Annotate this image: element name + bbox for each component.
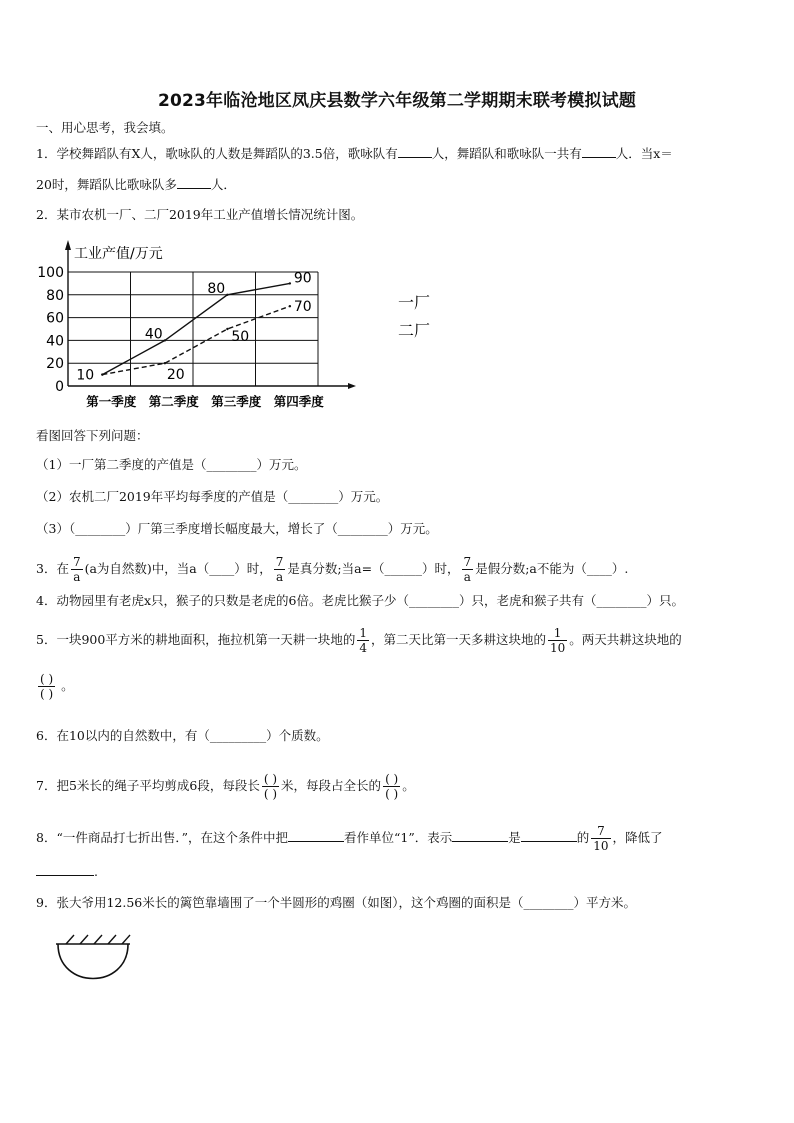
data-label-factory1-q2: 40 (144, 326, 163, 343)
q5-text-a: 5．一块900平方米的耕地面积，拖拉机第一天耕一块地的 (36, 632, 356, 647)
q3-text-b: (a为自然数)中，当a（____）时， (84, 561, 272, 576)
semicircle-fence (58, 944, 128, 979)
y-tick-label: 60 (46, 310, 64, 327)
wall-hatch (66, 935, 74, 944)
q1-text-e: 人． (210, 177, 236, 192)
data-label-factory1-q3: 80 (207, 280, 226, 297)
legend-item: 一厂 (398, 293, 431, 312)
data-point (226, 294, 228, 296)
y-axis-label: 工业产值/万元 (74, 246, 163, 262)
question-8-line-1 (36, 824, 764, 853)
y-axis-arrow (65, 240, 71, 250)
q7-answer-fraction-2[interactable]: $\frac{( )}{( )}$ (385, 772, 399, 801)
q7-text-c: 。 (402, 778, 415, 793)
line-chart (30, 236, 431, 416)
q1-blank-2[interactable] (582, 145, 616, 158)
data-point (164, 362, 166, 364)
wall-hatch (80, 935, 88, 944)
y-tick-label: 100 (37, 265, 64, 281)
question-2: 2．某市农机一厂、二厂2019年工业产值增长情况统计图。 (36, 207, 364, 222)
data-point (101, 373, 103, 375)
x-tick-label: 第二季度 (148, 394, 199, 409)
data-label-factory1-q4: 90 (293, 270, 312, 287)
q5-text-b: ，第二天比第一天多耕这块地的 (370, 632, 546, 647)
q1-text-a: 1．学校舞蹈队有X人，歌咏队的人数是舞蹈队的3.5倍，歌咏队有 (36, 146, 398, 161)
q3-fraction-1: $\frac{7}{a}$ (72, 555, 81, 584)
question-1-line-1 (36, 144, 764, 164)
wall-hatch (108, 935, 116, 944)
question-5-line-2 (36, 672, 764, 701)
section-heading: 一、用心思考，我会填。 (36, 120, 174, 135)
wall-hatch (122, 935, 130, 944)
data-label-factory2-q2: 20 (166, 367, 185, 384)
x-axis-arrow (348, 383, 356, 389)
data-point (164, 339, 166, 341)
q8-blank-1[interactable] (288, 829, 344, 842)
question-9: 9．张大爷用12.56米长的篱笆靠墙围了一个半圆形的鸡圈（如图），这个鸡圈的面积是（________）平方米。 (36, 895, 636, 910)
q1-text-c: 人．当x＝ (615, 146, 673, 161)
data-label-factory2-q3: 50 (231, 329, 250, 345)
question-6: 6．在10以内的自然数中，有（_________）个质数。 (36, 728, 329, 743)
x-tick-label: 第三季度 (211, 394, 262, 409)
q8-fraction: $\frac{7}{10}$ (593, 824, 609, 853)
q1-blank-1[interactable] (398, 145, 432, 158)
q8-text-e: ，降低了 (612, 830, 663, 845)
q8-blank-4[interactable] (36, 863, 94, 876)
q1-text-b: 人，舞蹈队和歌咏队一共有 (431, 146, 582, 161)
y-tick-label: 40 (46, 333, 64, 350)
y-tick-label: 0 (55, 379, 64, 395)
question-7 (36, 772, 764, 801)
question-8-line-2 (36, 862, 764, 882)
q8-text-b: 看作单位“1”．表示 (344, 830, 453, 845)
chart-axes (65, 240, 356, 389)
q3-text-d: 是假分数;a不能为（____）. (475, 561, 629, 576)
wall-hatch (94, 935, 102, 944)
question-1-line-2 (36, 175, 764, 195)
y-tick-label: 80 (46, 287, 64, 304)
q3-text-a: 3．在 (36, 561, 69, 576)
x-tick-label: 第一季度 (86, 394, 137, 409)
question-2-1: （1）一厂第二季度的产值是（________）万元。 (36, 457, 307, 472)
q8-text-a: 8．“一件商品打七折出售．”，在这个条件中把 (36, 830, 288, 845)
q8-text-f: . (94, 864, 98, 879)
chart-labels (37, 245, 430, 409)
question-4: 4．动物园里有老虎x只，猴子的只数是老虎的6倍。老虎比猴子少（________）只，老虎和猴子共有（________）只。 (36, 593, 684, 608)
q5-fraction-2: $\frac{1}{10}$ (549, 626, 566, 655)
question-5-line-1 (36, 626, 764, 655)
question-3 (36, 555, 764, 584)
x-tick-label: 第四季度 (273, 394, 324, 409)
q7-text-a: 7．把5米长的绳子平均剪成6段，每段长 (36, 778, 260, 793)
q8-text-c: 是 (508, 830, 521, 845)
question-2-3: （3）（________）厂第三季度增长幅度最大，增长了（________）万元。 (36, 521, 438, 536)
chart-series (101, 282, 291, 376)
data-point (289, 282, 291, 284)
page-title: 2023年临沧地区凤庆县数学六年级第二学期期末联考模拟试题 (157, 91, 637, 111)
data-point (226, 328, 228, 330)
q5-answer-fraction[interactable]: $\frac{( )}{( )}$ (40, 672, 54, 701)
y-tick-label: 20 (46, 356, 64, 373)
q5-fraction-1: $\frac{1}{4}$ (359, 626, 367, 655)
semicircle-pen-figure (50, 930, 140, 990)
question-2-prompt: 看图回答下列问题： (36, 428, 149, 443)
q8-blank-3[interactable] (521, 829, 577, 842)
q5-text-end: 。 (61, 678, 74, 693)
q3-fraction-2: $\frac{7}{a}$ (275, 555, 284, 584)
q8-text-d: 的 (576, 830, 590, 845)
question-2-2: （2）农机二厂2019年平均每季度的产值是（________）万元。 (36, 489, 389, 504)
chart-grid (68, 272, 318, 386)
q1-text-d: 20时，舞蹈队比歌咏队多 (36, 177, 177, 192)
q7-text-b: 米，每段占全长的 (281, 778, 382, 793)
q3-text-c: 是真分数;当a=（______）时， (287, 561, 460, 576)
q8-blank-2[interactable] (452, 829, 508, 842)
q3-fraction-3: $\frac{7}{a}$ (463, 555, 472, 584)
q7-answer-fraction-1[interactable]: $\frac{( )}{( )}$ (263, 772, 278, 801)
data-label-factory1-q1: 10 (76, 367, 95, 384)
q1-blank-3[interactable] (177, 176, 211, 189)
data-label-factory2-q4: 70 (293, 299, 312, 316)
q5-text-c: 。两天共耕这块地的 (569, 632, 682, 647)
legend-item: 二厂 (398, 321, 431, 340)
data-point (289, 305, 291, 307)
